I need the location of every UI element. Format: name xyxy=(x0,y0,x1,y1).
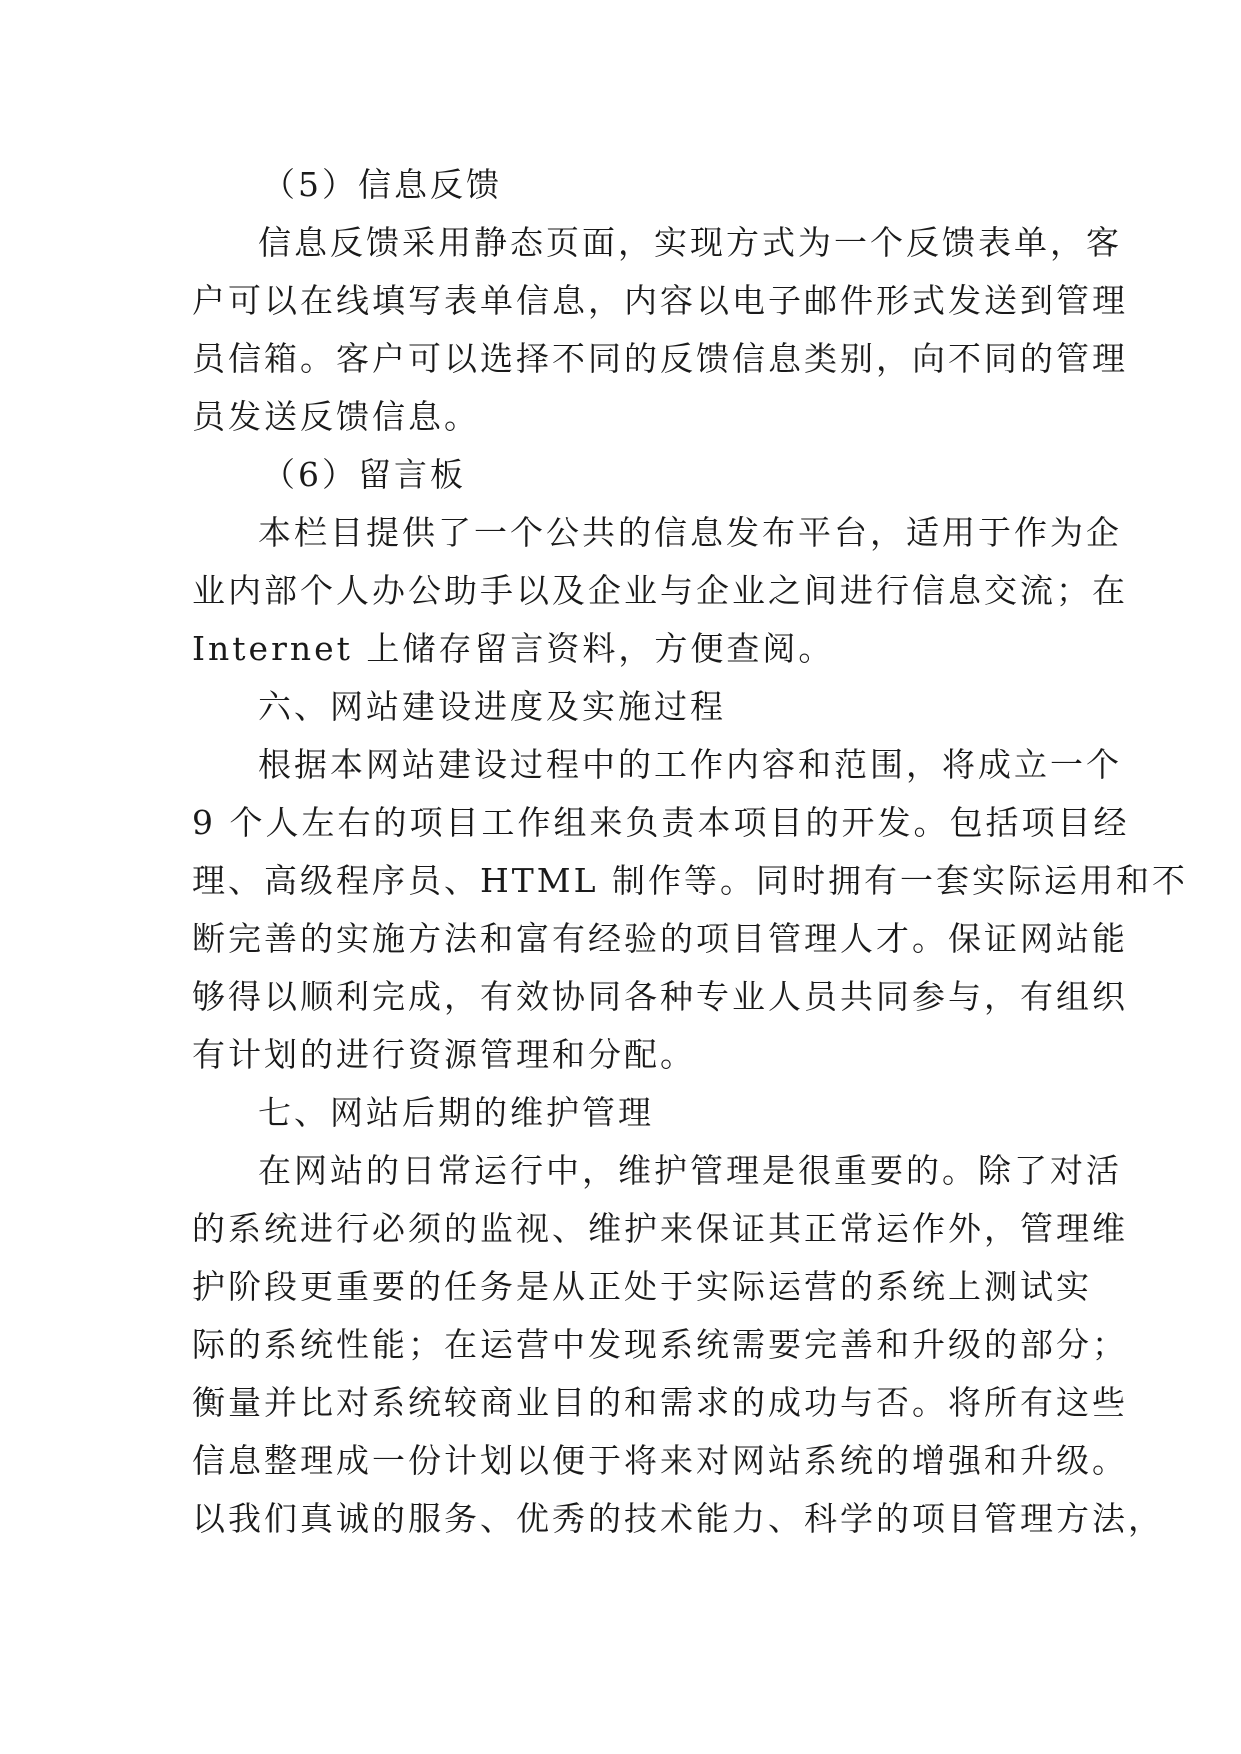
paragraph-line: 员信箱。客户可以选择不同的反馈信息类别，向不同的管理 xyxy=(192,339,1128,378)
paragraph-line: 护阶段更重要的任务是从正处于实际运营的系统上测试实 xyxy=(192,1267,1092,1306)
paragraph-line: 本栏目提供了一个公共的信息发布平台，适用于作为企 xyxy=(258,513,1122,552)
paragraph-line: Internet 上储存留言资料，方便查阅。 xyxy=(192,629,835,668)
paragraph-line: 根据本网站建设过程中的工作内容和范围，将成立一个 xyxy=(258,745,1122,784)
section-heading-feedback: （5）信息反馈 xyxy=(262,165,502,204)
paragraph-line: 有计划的进行资源管理和分配。 xyxy=(192,1035,696,1074)
paragraph-line: 以我们真诚的服务、优秀的技术能力、科学的项目管理方法， xyxy=(192,1499,1164,1538)
paragraph-line: 际的系统性能；在运营中发现系统需要完善和升级的部分； xyxy=(192,1325,1128,1364)
section-heading-progress: 六、网站建设进度及实施过程 xyxy=(258,687,726,726)
paragraph-line: 够得以顺利完成，有效协同各种专业人员共同参与，有组织 xyxy=(192,977,1128,1016)
paragraph-line: 员发送反馈信息。 xyxy=(192,397,480,436)
paragraph-line: 在网站的日常运行中，维护管理是很重要的。除了对活 xyxy=(258,1151,1122,1190)
paragraph-line: 衡量并比对系统较商业目的和需求的成功与否。将所有这些 xyxy=(192,1383,1128,1422)
section-heading-maintenance: 七、网站后期的维护管理 xyxy=(258,1093,654,1132)
paragraph-line: 断完善的实施方法和富有经验的项目管理人才。保证网站能 xyxy=(192,919,1128,958)
paragraph-line: 理、高级程序员、HTML 制作等。同时拥有一套实际运用和不 xyxy=(192,861,1188,900)
paragraph-line: 业内部个人办公助手以及企业与企业之间进行信息交流；在 xyxy=(192,571,1128,610)
paragraph-line: 的系统进行必须的监视、维护来保证其正常运作外，管理维 xyxy=(192,1209,1128,1248)
section-heading-message-board: （6）留言板 xyxy=(262,455,466,494)
paragraph-line: 9 个人左右的项目工作组来负责本项目的开发。包括项目经 xyxy=(192,803,1130,842)
paragraph-line: 户可以在线填写表单信息，内容以电子邮件形式发送到管理 xyxy=(192,281,1128,320)
paragraph-line: 信息反馈采用静态页面，实现方式为一个反馈表单，客 xyxy=(258,223,1122,262)
paragraph-line: 信息整理成一份计划以便于将来对网站系统的增强和升级。 xyxy=(192,1441,1128,1480)
